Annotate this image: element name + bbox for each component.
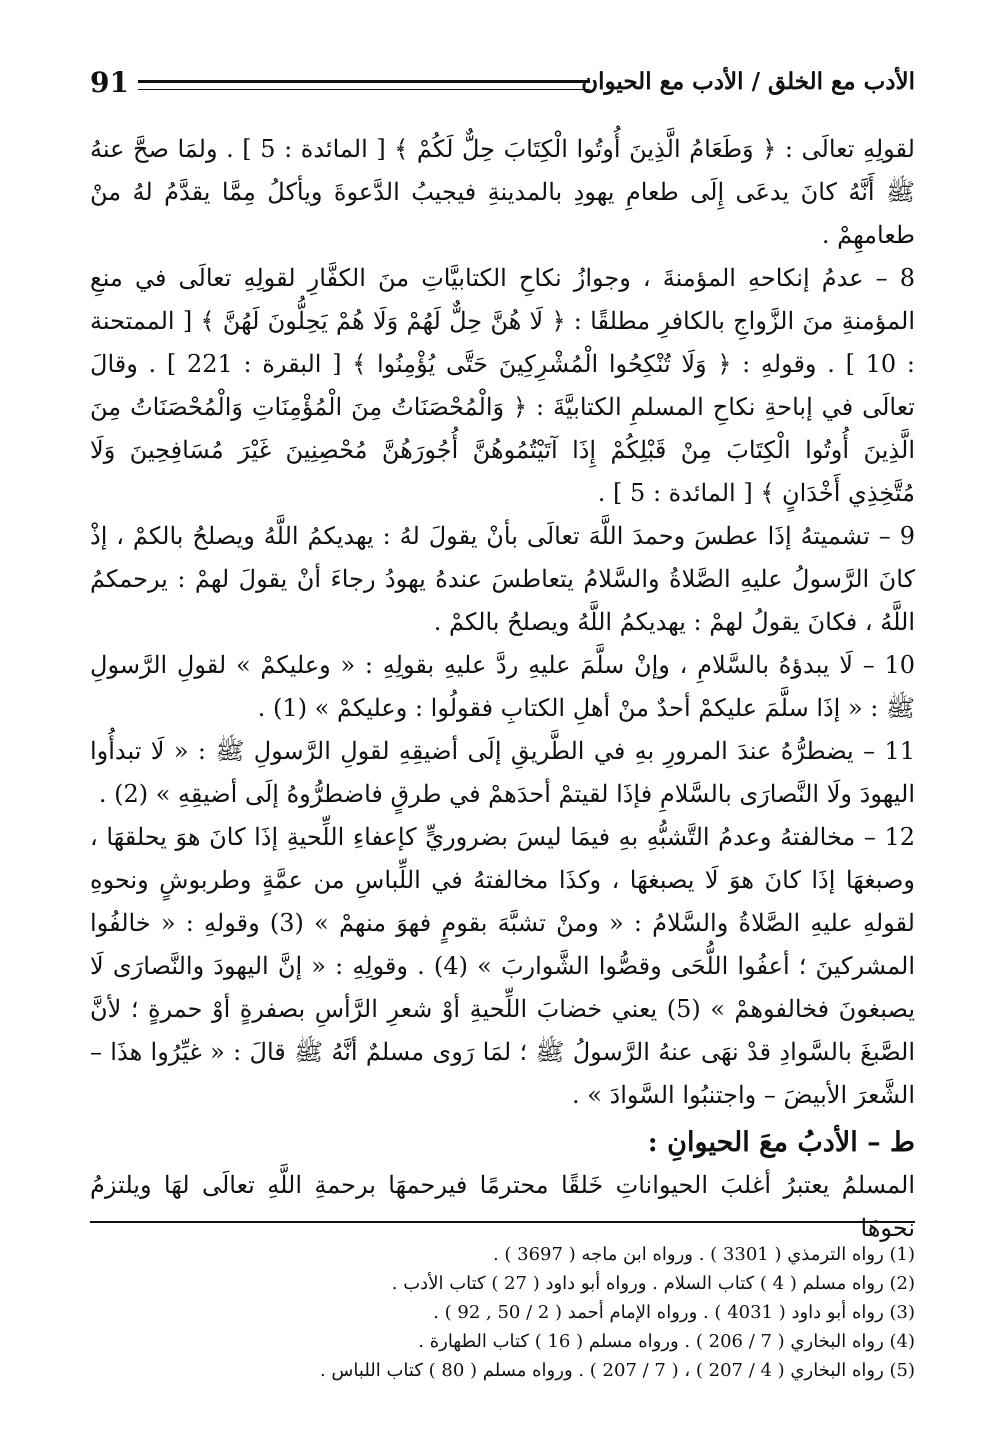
main-text	[90, 128, 915, 1250]
footnote-2: (2) رواه مسلم ( 4 ) كتاب السلام . ورواه أبو داود ( 27 ) كتاب الأدب .	[391, 1273, 915, 1294]
paragraph-opening: لقولِهِ تعالَى : ﴿ وَطَعَامُ الَّذِينَ أُوتُوا الْكِتَابَ حِلٌّ لَكُمْ ﴾ [ المائدة : 5 ] . ولمَا صحَّ عنهُ ﷺ أَنَّهُ كانَ يدعَى إِلَى طعامِ يهودِ بالمدينةِ فيجيبُ الدَّعوةَ ويأكلُ مِمَّا يقدَّمُ لهُ منْ طعامهِمْ .	[90, 135, 915, 249]
footnote-5: (5) رواه البخاري ( 4 / 207 ) ، ( 7 / 207 ) . ورواه مسلم ( 80 ) كتاب اللباس .	[319, 1360, 915, 1381]
footnote-4: (4) رواه البخاري ( 7 / 206 ) . ورواه مسلم ( 16 ) كتاب الطهارة .	[418, 1331, 915, 1352]
running-header	[90, 68, 915, 108]
paragraph-closing: المسلمُ يعتبرُ أغلبَ الحيواناتِ خَلقًا محترمًا فيرحمهَا برحمةِ اللَّهِ تعالَى لهَا ويلتزمُ نحوهَا	[90, 1171, 915, 1242]
footnotes	[90, 1240, 915, 1385]
paragraph-item-12: 12 – مخالفتهُ وعدمُ التَّشبُّهِ بهِ فيمَا ليسَ بضروريٍّ كإعفاءِ اللِّحيةِ إذَا كانَ هوَ يحلقهَا ، وصبغهَا إذَا كانَ هوَ لَا يصبغهَا ، وكذَا مخالفتهُ في اللِّباسِ من عمَّةٍ وطربوشٍ ونحوهِ لقولهِ عليهِ الصَّلاةُ والسَّلامُ : « ومنْ تشبَّهَ بقومٍ فهوَ منهمْ » (3) وقولهِ : « خالفُوا المشركينَ ؛ أعفُوا اللُّحَى وقصُّوا الشَّواربَ » (4) . وقولِهِ : « إنَّ اليهودَ والنَّصارَى لَا يصبغونَ فخالفوهمْ » (5) يعني خضابَ اللِّحيةِ أوْ شعرِ الرَّأسِ بصفرةٍ أوْ حمرةٍ ؛ لأنَّ الصَّبغَ بالسَّوادِ قدْ نهَى عنهُ الرَّسولُ ﷺ ؛ لمَا رَوى مسلمٌ أنَّهُ ﷺ قالَ : « غيِّرُوا هذَا – الشَّعرَ الأبيضَ – واجتنبُوا السَّوادَ » .	[90, 823, 915, 1109]
page-number: 91	[90, 66, 129, 99]
header-rule	[138, 80, 590, 90]
section-heading: ط – الأدبُ معَ الحيوانِ :	[647, 1127, 915, 1158]
running-title: الأدب مع الخلق / الأدب مع الحيوان	[581, 68, 915, 95]
footnote-1: (1) رواه الترمذي ( 3301 ) . ورواه ابن ماجه ( 3697 ) .	[492, 1244, 915, 1265]
paragraph-item-8: 8 – عدمُ إنكاحهِ المؤمنةَ ، وجوازُ نكاحِ الكتابيَّاتِ منَ الكفَّارِ لقولِهِ تعالَى في منعِ المؤمنةِ منَ الزَّواجِ بالكافرِ مطلقًا : ﴿ لَا هُنَّ حِلٌّ لَهُمْ وَلَا هُمْ يَحِلُّونَ لَهُنَّ ﴾ [ الممتحنة : 10 ] . وقولهِ : ﴿ وَلَا تُنْكِحُوا الْمُشْرِكِينَ حَتَّى يُؤْمِنُوا ﴾ [ البقرة : 221 ] . وقالَ تعالَى في إباحةِ نكاحِ المسلمِ الكتابيَّةَ : ﴿ وَالْمُحْصَنَاتُ مِنَ الْمُؤْمِنَاتِ وَالْمُحْصَنَاتُ مِنَ الَّذِينَ أُوتُوا الْكِتَابَ مِنْ قَبْلِكُمْ إِذَا آتَيْتُمُوهُنَّ أُجُورَهُنَّ مُحْصِنِينَ غَيْرَ مُسَافِحِينَ وَلَا مُتَّخِذِي أَخْدَانٍ ﴾ [ المائدة : 5 ] .	[90, 264, 915, 507]
paragraph-item-10: 10 – لَا يبدؤهُ بالسَّلامِ ، وإنْ سلَّمَ عليهِ ردَّ عليهِ بقولِهِ : « وعليكمْ » لقولِ الرَّسولِ ﷺ : « إذَا سلَّمَ عليكمْ أحدٌ منْ أهلِ الكتابِ فقولُوا : وعليكمْ » (1) .	[90, 651, 915, 722]
paragraph-item-9: 9 – تشميتهُ إذَا عطسَ وحمدَ اللَّهَ تعالَى بأنْ يقولَ لهُ : يهديكمُ اللَّهُ ويصلحُ بالكمْ ، إذْ كانَ الرَّسولُ عليهِ الصَّلاةُ والسَّلامُ يتعاطسَ عندهُ يهودُ رجاءَ أنْ يقولَ لهمْ : يرحمكمُ اللَّهُ ، فكانَ يقولُ لهمْ : يهديكمُ اللَّهُ ويصلحُ بالكمْ .	[90, 522, 915, 636]
footnote-3: (3) رواه أبو داود ( 4031 ) . ورواه الإمام أحمد ( 2 / 50 , 92 ) .	[433, 1302, 915, 1323]
footnote-divider	[90, 1221, 915, 1223]
paragraph-item-11: 11 – يضطرُّهُ عندَ المرورِ بهِ في الطَّريقِ إلَى أضيقِهِ لقولِ الرَّسولِ ﷺ : « لَا تبدأُوا اليهودَ ولَا النَّصارَى بالسَّلامِ فإذَا لقيتمْ أحدَهمْ في طرقٍ فاضطرُّوهُ إلَى أضيقِهِ » (2) .	[90, 737, 915, 808]
book-page	[90, 50, 915, 1380]
